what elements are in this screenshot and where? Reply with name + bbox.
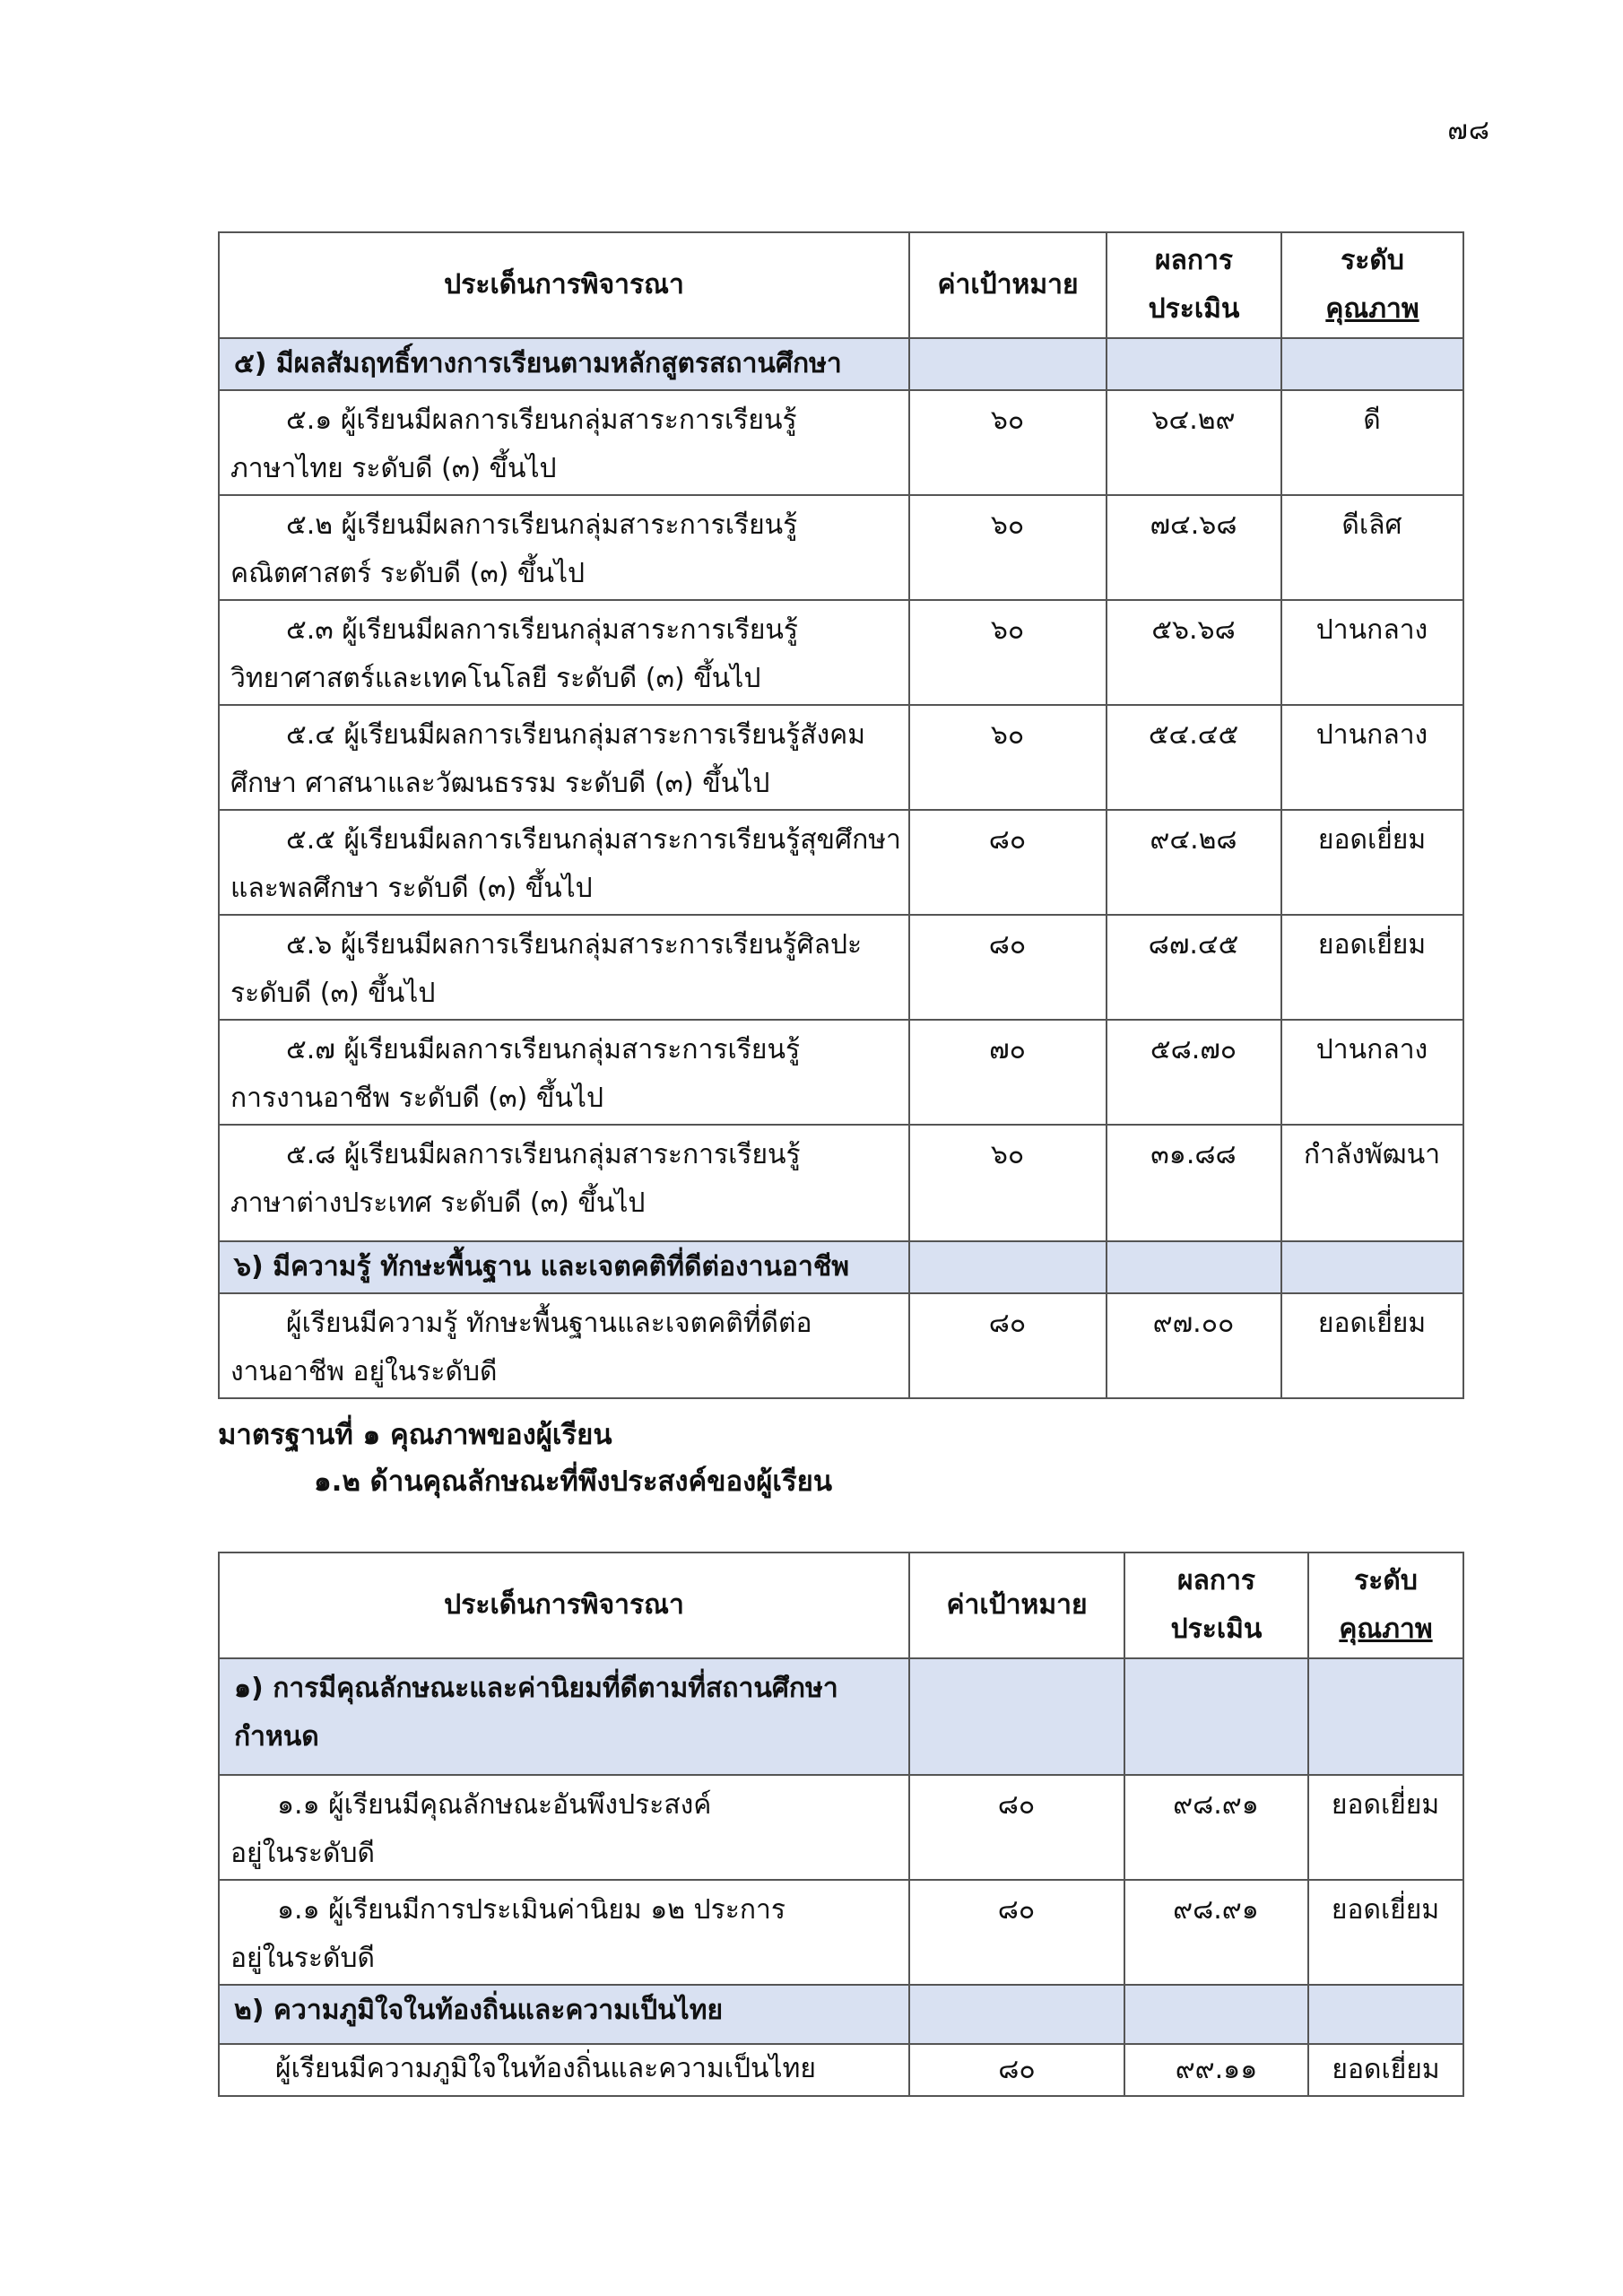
- header-result-line1: ผลการ: [1154, 245, 1234, 276]
- quality-level: ปานกลาง: [1281, 1020, 1463, 1125]
- criteria-line1: ๕.๑ ผู้เรียนมีผลการเรียนกลุ่มสาระการเรียนรู้: [286, 404, 797, 436]
- target-value: ๖๐: [909, 1125, 1107, 1241]
- section-row: [219, 1241, 1463, 1293]
- table-row: [219, 1775, 1463, 1880]
- criteria-line2: งานอาชีพ อยู่ในระดับดี: [230, 1356, 498, 1387]
- table-row: [219, 390, 1463, 495]
- result-value: ๘๗.๔๕: [1107, 915, 1281, 1020]
- result-value: ๕๔.๔๕: [1107, 705, 1281, 810]
- quality-level: กำลังพัฒนา: [1281, 1125, 1463, 1241]
- header-result: [1107, 232, 1281, 338]
- section-row: [219, 1985, 1463, 2044]
- section-cell-empty: [909, 338, 1107, 390]
- section-cell-empty: [1281, 338, 1463, 390]
- criteria-line1: ๕.๗ ผู้เรียนมีผลการเรียนกลุ่มสาระการเรียนรู้: [286, 1034, 801, 1065]
- criteria-cell: [219, 600, 909, 705]
- result-value: ๙๘.๙๑: [1124, 1880, 1308, 1985]
- criteria-cell: [219, 495, 909, 600]
- result-value: ๙๔.๒๘: [1107, 810, 1281, 915]
- criteria-line2: การงานอาชีพ ระดับดี (๓) ขึ้นไป: [230, 1083, 604, 1114]
- sub-heading: ๑.๒ ด้านคุณลักษณะที่พึงประสงค์ของผู้เรียน: [314, 1465, 833, 1498]
- table-row: [219, 1880, 1463, 1985]
- quality-level: ปานกลาง: [1281, 600, 1463, 705]
- header-level-line1: ระดับ: [1341, 245, 1404, 276]
- section-cell-empty: [909, 1985, 1124, 2044]
- header-criteria: ประเด็นการพิจารณา: [219, 232, 909, 338]
- target-value: ๖๐: [909, 705, 1107, 810]
- header-result-line2: ประเมิน: [1170, 1613, 1263, 1645]
- criteria-line1: ผู้เรียนมีความภูมิใจในท้องถิ่นและความเป็นไทย: [275, 2053, 817, 2084]
- quality-level: ยอดเยี่ยม: [1308, 1775, 1463, 1880]
- header-level-line2: คุณภาพ: [1339, 1613, 1433, 1645]
- table-row: [219, 2044, 1463, 2096]
- table-row: [219, 705, 1463, 810]
- criteria-line2: และพลศึกษา ระดับดี (๓) ขึ้นไป: [230, 873, 593, 904]
- result-value: ๕๘.๗๐: [1107, 1020, 1281, 1125]
- section-cell-empty: [1124, 1985, 1308, 2044]
- criteria-line2: คณิตศาสตร์ ระดับดี (๓) ขึ้นไป: [230, 558, 586, 589]
- criteria-line2: อยู่ในระดับดี: [230, 1943, 375, 1974]
- assessment-table-1: [218, 231, 1464, 1399]
- table-header-row: [219, 232, 1463, 338]
- result-value: ๙๙.๑๑: [1124, 2044, 1308, 2096]
- result-value: ๕๖.๖๘: [1107, 600, 1281, 705]
- header-level: [1281, 232, 1463, 338]
- header-level: [1308, 1552, 1463, 1658]
- table-row: [219, 915, 1463, 1020]
- header-result-line2: ประเมิน: [1148, 293, 1240, 325]
- target-value: ๖๐: [909, 600, 1107, 705]
- quality-level: ยอดเยี่ยม: [1308, 1880, 1463, 1985]
- criteria-cell: [219, 1020, 909, 1125]
- standard-heading: มาตรฐานที่ ๑ คุณภาพของผู้เรียน: [218, 1419, 612, 1451]
- target-value: ๘๐: [909, 1293, 1107, 1398]
- section-title-line2: กำหนด: [234, 1721, 319, 1752]
- criteria-line1: ๕.๖ ผู้เรียนมีผลการเรียนกลุ่มสาระการเรียนรู้ศิลปะ: [286, 929, 863, 961]
- section-title: [219, 1658, 909, 1775]
- criteria-line1: ๕.๓ ผู้เรียนมีผลการเรียนกลุ่มสาระการเรียนรู้: [286, 614, 799, 646]
- table-row: [219, 1125, 1463, 1241]
- target-value: ๖๐: [909, 390, 1107, 495]
- criteria-line2: ระดับดี (๓) ขึ้นไป: [230, 978, 436, 1009]
- header-level-line1: ระดับ: [1354, 1565, 1418, 1596]
- table-row: [219, 810, 1463, 915]
- target-value: ๖๐: [909, 495, 1107, 600]
- section-title: ๕) มีผลสัมฤทธิ์ทางการเรียนตามหลักสูตรสถานศึกษา: [219, 338, 909, 390]
- quality-level: ดี: [1281, 390, 1463, 495]
- target-value: ๘๐: [909, 2044, 1124, 2096]
- criteria-line2: วิทยาศาสตร์และเทคโนโลยี ระดับดี (๓) ขึ้นไป: [230, 663, 761, 694]
- header-target: ค่าเป้าหมาย: [909, 1552, 1124, 1658]
- criteria-cell: [219, 810, 909, 915]
- section-cell-empty: [909, 1241, 1107, 1293]
- criteria-cell: [219, 705, 909, 810]
- target-value: ๘๐: [909, 915, 1107, 1020]
- assessment-table-2: [218, 1552, 1464, 2097]
- table-row: [219, 600, 1463, 705]
- criteria-line2: ภาษาต่างประเทศ ระดับดี (๓) ขึ้นไป: [230, 1187, 646, 1219]
- criteria-cell: [219, 390, 909, 495]
- table-row: [219, 495, 1463, 600]
- criteria-line2: ภาษาไทย ระดับดี (๓) ขึ้นไป: [230, 453, 557, 484]
- criteria-line1: ๑.๑ ผู้เรียนมีคุณลักษณะอันพึงประสงค์: [277, 1789, 712, 1821]
- criteria-cell: [219, 1880, 909, 1985]
- target-value: ๘๐: [909, 1775, 1124, 1880]
- header-result: [1124, 1552, 1308, 1658]
- criteria-line2: อยู่ในระดับดี: [230, 1838, 375, 1869]
- target-value: ๘๐: [909, 810, 1107, 915]
- section-row: [219, 1658, 1463, 1775]
- criteria-line1: ผู้เรียนมีความรู้ ทักษะพื้นฐานและเจตคติที่ดีต่อ: [286, 1308, 812, 1339]
- page-number: ๗๘: [1447, 115, 1490, 146]
- criteria-cell: [219, 1775, 909, 1880]
- quality-level: ยอดเยี่ยม: [1281, 1293, 1463, 1398]
- result-value: ๙๗.๐๐: [1107, 1293, 1281, 1398]
- section-cell-empty: [1281, 1241, 1463, 1293]
- target-value: ๘๐: [909, 1880, 1124, 1985]
- target-value: ๗๐: [909, 1020, 1107, 1125]
- quality-level: ยอดเยี่ยม: [1281, 810, 1463, 915]
- quality-level: ยอดเยี่ยม: [1281, 915, 1463, 1020]
- section-cell-empty: [1308, 1658, 1463, 1775]
- criteria-line1: ๕.๒ ผู้เรียนมีผลการเรียนกลุ่มสาระการเรียนรู้: [286, 509, 798, 541]
- quality-level: ยอดเยี่ยม: [1308, 2044, 1463, 2096]
- criteria-cell: [219, 1293, 909, 1398]
- criteria-line1: ๕.๕ ผู้เรียนมีผลการเรียนกลุ่มสาระการเรียนรู้สุขศึกษา: [286, 824, 901, 856]
- section-title-line1: ๑) การมีคุณลักษณะและค่านิยมที่ดีตามที่สถานศึกษา: [234, 1673, 838, 1704]
- quality-level: ปานกลาง: [1281, 705, 1463, 810]
- result-value: ๓๑.๘๘: [1107, 1125, 1281, 1241]
- header-result-line1: ผลการ: [1176, 1565, 1256, 1596]
- criteria-cell: [219, 2044, 909, 2096]
- criteria-cell: [219, 1125, 909, 1241]
- header-target: ค่าเป้าหมาย: [909, 232, 1107, 338]
- criteria-line1: ๕.๔ ผู้เรียนมีผลการเรียนกลุ่มสาระการเรียนรู้สังคม: [286, 719, 866, 751]
- section-cell-empty: [1124, 1658, 1308, 1775]
- header-criteria: ประเด็นการพิจารณา: [219, 1552, 909, 1658]
- result-value: ๖๔.๒๙: [1107, 390, 1281, 495]
- criteria-line1: ๕.๘ ผู้เรียนมีผลการเรียนกลุ่มสาระการเรียนรู้: [286, 1139, 801, 1170]
- quality-level: ดีเลิศ: [1281, 495, 1463, 600]
- result-value: ๙๘.๙๑: [1124, 1775, 1308, 1880]
- criteria-line1: ๑.๑ ผู้เรียนมีการประเมินค่านิยม ๑๒ ประการ: [277, 1894, 785, 1926]
- result-value: ๗๔.๖๘: [1107, 495, 1281, 600]
- table-header-row: [219, 1552, 1463, 1658]
- section-title: ๖) มีความรู้ ทักษะพื้นฐาน และเจตคติที่ดีต่องานอาชีพ: [219, 1241, 909, 1293]
- section-cell-empty: [1107, 338, 1281, 390]
- criteria-line2: ศึกษา ศาสนาและวัฒนธรรม ระดับดี (๓) ขึ้นไป: [230, 768, 770, 799]
- section-cell-empty: [1107, 1241, 1281, 1293]
- header-level-line2: คุณภาพ: [1325, 293, 1419, 325]
- section-cell-empty: [1308, 1985, 1463, 2044]
- section-row: [219, 338, 1463, 390]
- criteria-cell: [219, 915, 909, 1020]
- table-row: [219, 1020, 1463, 1125]
- section-title: ๒) ความภูมิใจในท้องถิ่นและความเป็นไทย: [219, 1985, 909, 2044]
- section-cell-empty: [909, 1658, 1124, 1775]
- table-row: [219, 1293, 1463, 1398]
